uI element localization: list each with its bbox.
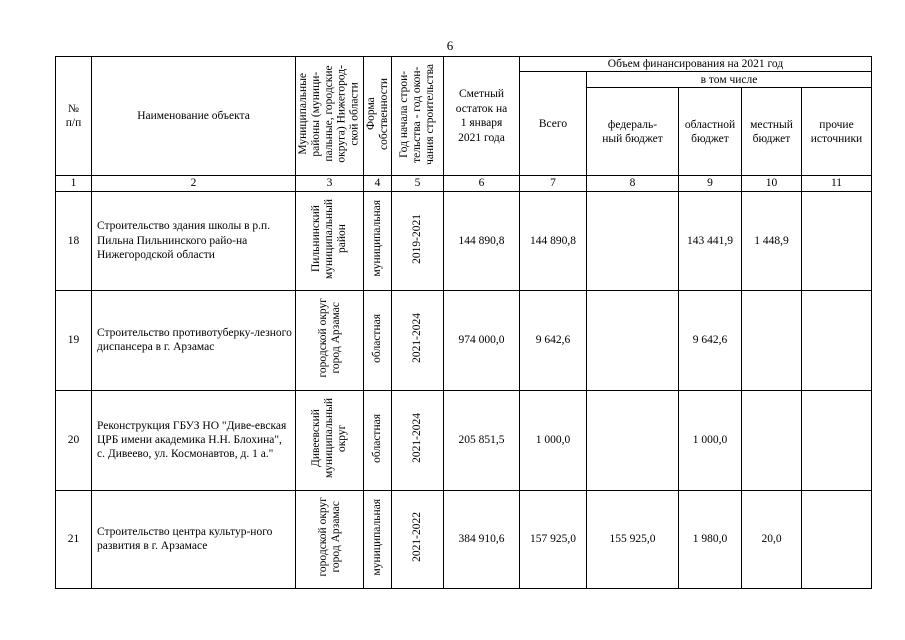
regional-cell: 9 642,6 <box>679 290 742 390</box>
header-num: № п/п <box>56 57 92 176</box>
col-number: 8 <box>587 176 679 191</box>
other-cell <box>802 290 872 390</box>
regional-cell: 1 000,0 <box>679 390 742 490</box>
col-number: 10 <box>742 176 802 191</box>
header-years: Год начала строи- тельства - год окон- чания строительства <box>392 57 444 176</box>
total-cell: 144 890,8 <box>520 191 587 290</box>
header-balance: Сметный остаток на 1 января 2021 года <box>444 57 520 176</box>
header-federal: федераль- ный бюджет <box>587 88 679 176</box>
federal-cell <box>587 191 679 290</box>
row-num: 21 <box>56 490 92 588</box>
district-cell: Дивеевский муниципальный округ <box>296 390 364 490</box>
header-name: Наименование объекта <box>92 57 296 176</box>
col-number: 7 <box>520 176 587 191</box>
header-total: Всего <box>520 72 587 176</box>
row-num: 19 <box>56 290 92 390</box>
federal-cell <box>587 390 679 490</box>
years-cell: 2021-2024 <box>392 290 444 390</box>
object-name: Строительство противотуберку-лезного диспансера в г. Арзамас <box>92 290 296 390</box>
header-ownership: Форма собственности <box>364 57 392 176</box>
col-number: 6 <box>444 176 520 191</box>
header-funding: Объем финансирования на 2021 год <box>520 57 872 72</box>
other-cell <box>802 390 872 490</box>
ownership-cell: областная <box>364 390 392 490</box>
ownership-cell: муниципальная <box>364 191 392 290</box>
local-cell <box>742 390 802 490</box>
years-cell: 2021-2022 <box>392 490 444 588</box>
row-num: 18 <box>56 191 92 290</box>
other-cell <box>802 191 872 290</box>
other-cell <box>802 490 872 588</box>
local-cell: 1 448,9 <box>742 191 802 290</box>
years-cell: 2021-2024 <box>392 390 444 490</box>
regional-cell: 143 441,9 <box>679 191 742 290</box>
object-name: Строительство центра культур-ного развития в г. Арзамасе <box>92 490 296 588</box>
column-numbers-row <box>56 176 872 191</box>
table-row <box>56 290 872 390</box>
balance-cell: 144 890,8 <box>444 191 520 290</box>
total-cell: 1 000,0 <box>520 390 587 490</box>
balance-cell: 205 851,5 <box>444 390 520 490</box>
balance-cell: 974 000,0 <box>444 290 520 390</box>
col-number: 5 <box>392 176 444 191</box>
object-name: Реконструкция ГБУЗ НО "Диве-евская ЦРБ имени академика Н.Н. Блохина", с. Дивеево, ул. Космонавтов, д. 1 а." <box>92 390 296 490</box>
local-cell: 20,0 <box>742 490 802 588</box>
col-number: 3 <box>296 176 364 191</box>
col-number: 2 <box>92 176 296 191</box>
ownership-cell: областная <box>364 290 392 390</box>
page-number: 6 <box>446 38 454 53</box>
object-name: Строительство здания школы в р.п. Пильна Пильнинского райо-на Нижегородской области <box>92 191 296 290</box>
total-cell: 9 642,6 <box>520 290 587 390</box>
table-row <box>56 390 872 490</box>
local-cell <box>742 290 802 390</box>
balance-cell: 384 910,6 <box>444 490 520 588</box>
district-cell: городской округ город Арзамас <box>296 290 364 390</box>
table-row <box>56 191 872 290</box>
regional-cell: 1 980,0 <box>679 490 742 588</box>
district-cell: Пильнинский муниципальный район <box>296 191 364 290</box>
col-number: 11 <box>802 176 872 191</box>
header-including: в том числе <box>587 72 872 88</box>
total-cell: 157 925,0 <box>520 490 587 588</box>
ownership-cell: муниципальная <box>364 490 392 588</box>
table-row <box>56 490 872 588</box>
federal-cell: 155 925,0 <box>587 490 679 588</box>
header-district: Муниципальные районы (муници- пальные, городские округа) Нижегород- ской области <box>296 57 364 176</box>
funding-table <box>55 56 872 589</box>
years-cell: 2019-2021 <box>392 191 444 290</box>
federal-cell <box>587 290 679 390</box>
row-num: 20 <box>56 390 92 490</box>
col-number: 9 <box>679 176 742 191</box>
col-number: 4 <box>364 176 392 191</box>
district-cell: городской округ город Арзамас <box>296 490 364 588</box>
col-number: 1 <box>56 176 92 191</box>
header-other: прочие источники <box>802 88 872 176</box>
header-local: местный бюджет <box>742 88 802 176</box>
header-regional: областной бюджет <box>679 88 742 176</box>
